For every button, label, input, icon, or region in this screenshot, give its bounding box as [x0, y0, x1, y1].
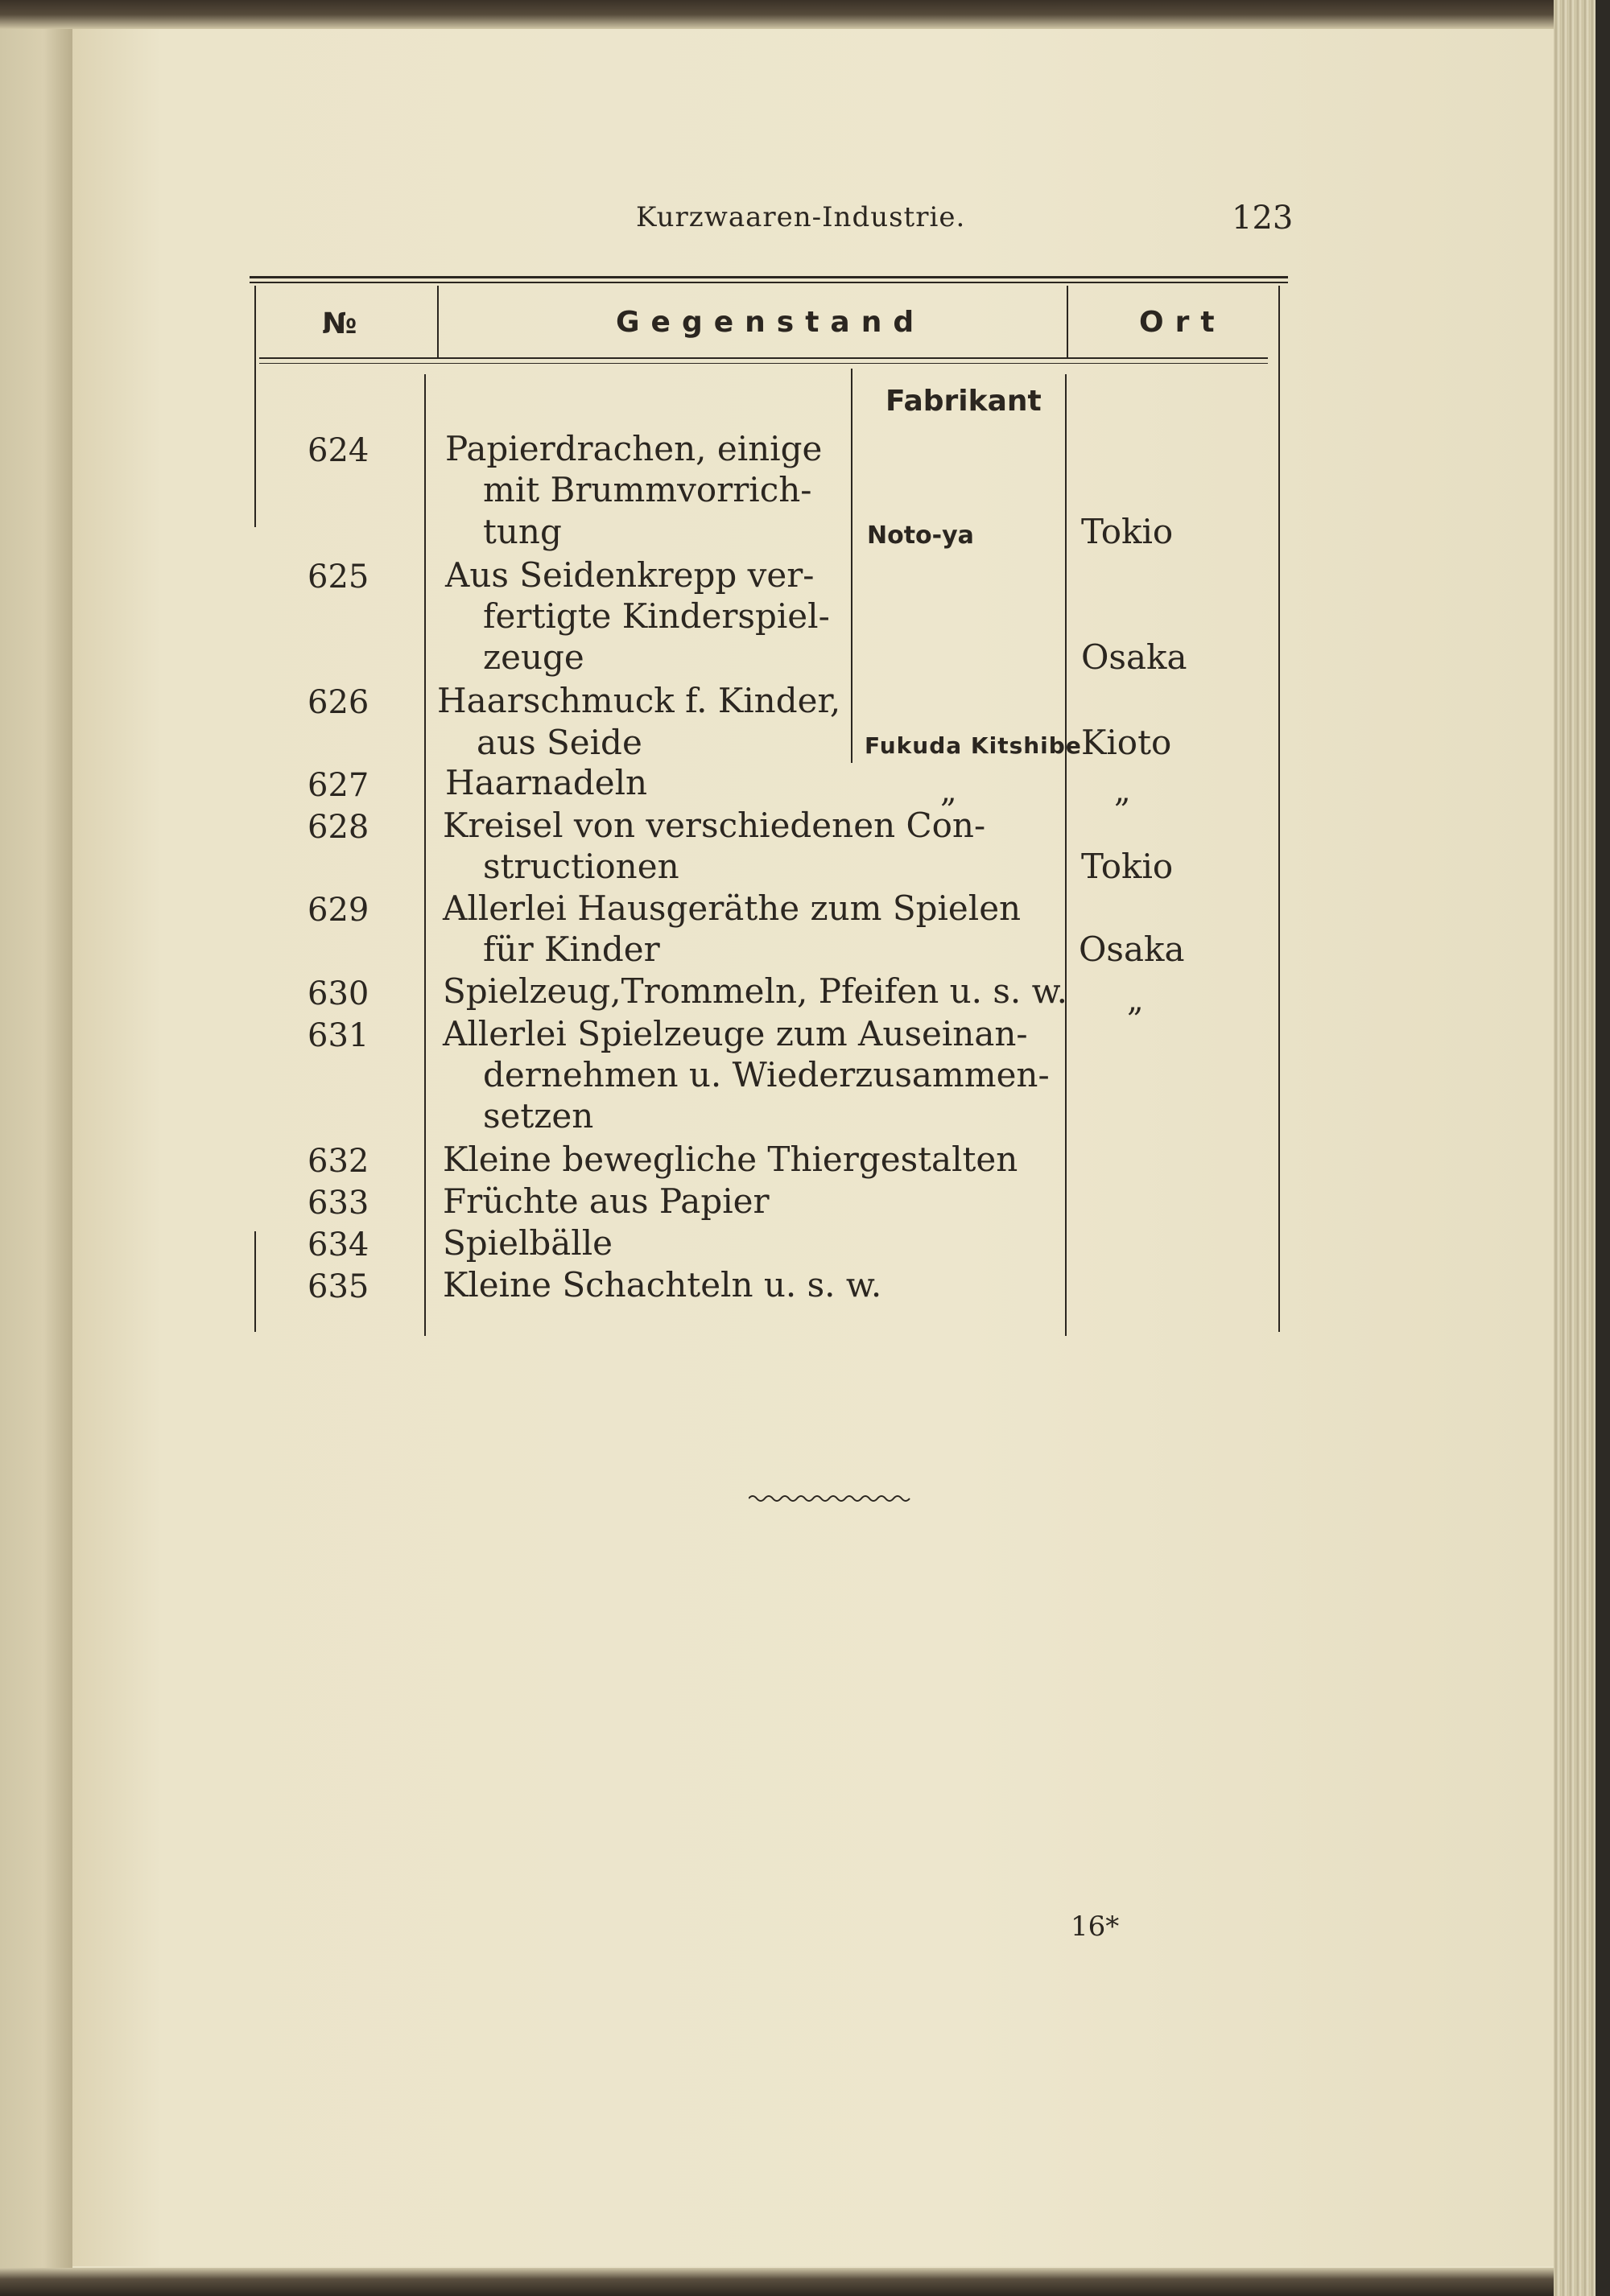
table-top-rule — [250, 276, 1288, 278]
row-634-line-1: Spielbälle — [443, 1223, 613, 1263]
row-625-line-1: Aus Seidenkrepp ver- — [445, 555, 815, 595]
row-628-ort: Tokio — [1081, 847, 1174, 886]
row-625-ort: Osaka — [1081, 637, 1187, 677]
row-624-line-1: Papierdrachen, einige — [445, 429, 823, 468]
row-631-line-2: dernehmen u. Wiederzusammen- — [483, 1055, 1050, 1094]
row-628-line-2: structionen — [483, 847, 679, 886]
row-626-ort: Kioto — [1081, 723, 1172, 762]
col-header-no: № — [322, 307, 357, 340]
ort-col-divider-header — [1067, 286, 1068, 358]
page-number: 123 — [1232, 200, 1294, 237]
row-625-line-3: zeuge — [483, 637, 584, 677]
row-631-number: 631 — [308, 1017, 369, 1054]
col-header-gegenstand: Gegenstand — [616, 306, 926, 339]
row-629-number: 629 — [308, 892, 369, 929]
row-633-line-1: Früchte aus Papier — [443, 1181, 770, 1221]
table-right-border — [1278, 286, 1280, 1332]
row-624-line-2: mit Brummvorrich- — [483, 470, 812, 509]
row-630-line-1: Spielzeug,Trommeln, Pfeifen u. s. w. — [443, 971, 1067, 1011]
running-title: Kurzwaaren-Industrie. — [636, 201, 966, 233]
table-top-rule-2 — [250, 282, 1288, 283]
row-625-number: 625 — [308, 559, 369, 596]
row-626-number: 626 — [308, 684, 369, 721]
table-left-border-bottom — [254, 1231, 256, 1332]
row-624-line-3: tung — [483, 512, 562, 551]
row-629-line-2: für Kinder — [483, 930, 660, 969]
row-634-number: 634 — [308, 1226, 369, 1263]
row-630-ort-ditto: „ — [1127, 982, 1144, 1019]
row-632-number: 632 — [308, 1143, 369, 1180]
row-633-number: 633 — [308, 1185, 369, 1222]
right-binding — [1596, 0, 1610, 2296]
row-627-fabrikant-ditto: „ — [940, 773, 957, 810]
row-629-line-1: Allerlei Hausgeräthe zum Spielen — [443, 888, 1022, 928]
fabrikant-col-divider — [851, 369, 852, 763]
row-631-line-1: Allerlei Spielzeuge zum Auseinan- — [443, 1014, 1028, 1053]
row-626-fabrikant: Fukuda Kitshibe — [865, 732, 1082, 759]
header-bottom-rule — [259, 357, 1268, 359]
row-628-line-1: Kreisel von verschiedenen Con- — [443, 806, 986, 845]
header-bottom-rule-2 — [259, 363, 1268, 364]
col-header-fabrikant: Fabrikant — [886, 385, 1042, 418]
top-page-edge — [0, 0, 1610, 29]
row-625-line-2: fertigte Kinderspiel- — [483, 596, 830, 636]
row-632-line-1: Kleine bewegliche Thiergestalten — [443, 1140, 1018, 1179]
signature-mark: 16* — [1071, 1911, 1120, 1943]
row-626-line-1: Haarschmuck f. Kinder, — [437, 681, 841, 720]
col-header-ort: Ort — [1139, 306, 1226, 339]
row-635-line-1: Kleine Schachteln u. s. w. — [443, 1265, 882, 1305]
row-630-number: 630 — [308, 975, 369, 1012]
row-626-line-2: aus Seide — [477, 723, 642, 762]
ort-col-divider — [1065, 374, 1067, 1336]
table-left-border-top — [254, 286, 256, 527]
no-col-divider — [424, 374, 426, 1336]
row-627-line-1: Haarnadeln — [445, 763, 648, 802]
row-635-number: 635 — [308, 1268, 369, 1305]
bottom-page-edge — [0, 2268, 1610, 2296]
row-624-number: 624 — [308, 432, 369, 469]
row-627-number: 627 — [308, 767, 369, 804]
row-624-fabrikant: Noto-ya — [867, 521, 974, 550]
row-628-number: 628 — [308, 809, 369, 846]
decorative-wavy-rule — [749, 1489, 914, 1505]
row-631-line-3: setzen — [483, 1096, 594, 1136]
left-page-edge — [0, 0, 72, 2296]
row-629-ort: Osaka — [1079, 930, 1185, 969]
no-col-divider-header — [437, 286, 439, 358]
row-627-ort-ditto: „ — [1114, 773, 1131, 810]
row-624-ort: Tokio — [1081, 512, 1174, 551]
